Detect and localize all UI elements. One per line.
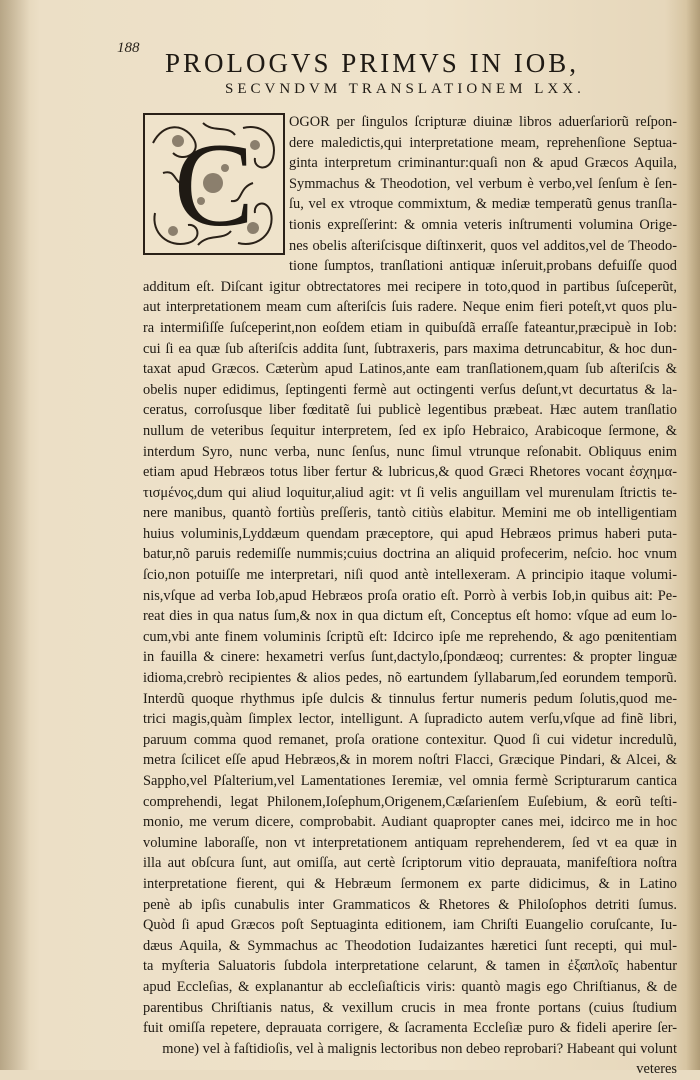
page-number: 188 <box>117 40 140 56</box>
text-line: paruum comma quod remanet, proſa oratione contexitur. Quod ſi cui videtur incredulũ, <box>143 731 677 748</box>
body-text <box>143 112 677 1080</box>
text-line: OGOR per ſingulos ſcripturæ diuinæ libros aduerſariorũ reſpon- <box>289 114 677 130</box>
text-line: ſcio,non potuiſſe me interpretari, niſi quod antè intellexeram. A principio itaque volumi- <box>143 567 677 584</box>
text-line: idioma,crebrò recipientes & alios pedes, nõ eartundem ſyllabarum,ſed eorundem temporũ. <box>143 670 677 687</box>
text-line: nis,vſque ad verba Iob,apud Hebræos proſa oratio eſt. Porrò à verbis Iob,in quibus ait: Pe- <box>143 587 677 604</box>
text-line: etiam apud Hebræos totus liber fertur & lubricus,& quod Græci Rhetores vocant ἐσχημα- <box>143 464 677 481</box>
text-line: Sappho,vel Pſalterium,vel Lamentationes Ieremiæ, vel omnia fermè Scripturarum cantica <box>143 773 677 789</box>
text-line: Quòd ſi apud Græcos poſt Septuaginta editionem, iam Chriſti Euangelio coruſcante, Iu- <box>143 917 677 934</box>
text-line: monio, me verum dicere, comprobabit. Audiant quapropter canes mei, idcirco me in hoc <box>143 814 677 831</box>
text-line: Symmachus & Theodotion, vel verbum è verbo,vel ſenſum è ſen- <box>289 175 677 192</box>
text-line: huius voluminis,Lyddæum quendam præceptore, qui apud Hebræos primus haberi puta- <box>143 525 677 542</box>
text-line: ginta interpretum criminantur:quaſi non & apud Græcos Aquila, <box>289 155 677 172</box>
text-line: penè ab ipſis cunabulis inter Grammaticos & Rhetores & Philoſophos detriti ſumus. <box>143 896 677 913</box>
text-line: taxat apud Græcos. Cæterùm apud Latinos,ante eam tranſlationem,quam ſub aſteriſcis & <box>143 361 677 378</box>
decorated-initial-icon <box>143 113 285 255</box>
catchword: veteres <box>636 1061 677 1078</box>
gutter-shadow <box>0 0 30 1070</box>
text-line: reat dies in qua natus ſum,& nox in qua dictum eſt, Conceptus eſt homo: vſque ad eum lo- <box>143 608 677 625</box>
text-line: tione ſumptos, tranſlationi antiquæ inſeruit,probans defuiſſe quod <box>289 258 677 275</box>
text-line: cui ſi ea quæ ſub aſteriſcis addita ſunt, ſubtraxeris, pars maxima detruncabitur, & hoc dun- <box>143 340 677 357</box>
text-line: apud Eccleſias, & explanantur ab eccleſiaſticis viris: quantò magis ego Chriſtianus, & de <box>143 978 677 995</box>
text-line: tionis expreſſerint: & omnia veteris inſtrumenti volumina Orige- <box>289 216 677 233</box>
text-line: ra intermiſiſſe ſuſceperint,non eoſdem etiam in quibuſdã erraſſe fateantur,præcipuè in Iob: <box>143 319 677 336</box>
text-line: interdum Syro, nunc verba, nunc ſenſus, nunc ſimul vtrunque reſonabit. Obliquus enim <box>143 443 677 460</box>
text-line: interpretatione fierent, qui & Hebræum ſermonem ex parte didicimus, & in Latino <box>143 875 677 892</box>
text-line: nes obelis aſteriſcisque diſtinxerit, quos vel additos,vel de Theodo- <box>289 237 677 254</box>
text-line: Interdũ quoque rhythmus ipſe dulcis & tinnulus fertur numeris pedum ſolutis,quod me- <box>143 690 677 707</box>
text-line: illa aut obſcura ſunt, aut omiſſa, aut certè ſcriptorum vitio deprauata, manifeſtiora noſtra <box>143 855 677 872</box>
text-line: dæus Aquila, & Symmachus ac Theodotion Iudaizantes hæretici ſunt recepti, qui mul- <box>143 937 677 954</box>
text-line: ta myſteria Saluatoris ſubdola interpretatione celarunt, & tamen in ἐξαπλοῖς habentur <box>143 958 677 975</box>
text-line: batur,nõ paruis redemiſſe nummis;cuius doctrina an aliquid profecerim, neſcio. hoc vnum <box>143 546 677 563</box>
page-subtitle: SECVNDVM TRANSLATIONEM LXX. <box>225 81 585 97</box>
text-line: in fauilla & cinere: hexametri verſus ſunt,dactylo,ſpondæoq; currentes: & propter linguæ <box>143 649 677 666</box>
text-line: parentibus Chriſtianis natus, & vexillum crucis in mea fronte portans (cuius ſtudium <box>143 999 677 1016</box>
text-line: mone) vel à faſtidioſis, vel à malignis lectoribus non debeo reprobari? Habeant qui volunt <box>162 1040 677 1057</box>
text-line: comprehendi, legat Philonem,Ioſephum,Origenem,Cæſarienſem Euſebium, & eorũ teſti- <box>143 793 677 810</box>
page-title: PROLOGVS PRIMVS IN IOB, <box>165 48 580 78</box>
text-line: obelis nuper edidimus, ſeptingenti fermè aut octingenti verſus deſunt,vt decurtatus & la- <box>143 381 677 398</box>
text-line: ſu, vel ex vtroque commixtum, & mediæ temperatũ genus tranſla- <box>289 196 677 213</box>
text-line: aut interpretationem meam cum aſteriſcis ſuis radere. Neque enim fieri poteſt,vt quos plu- <box>143 299 677 316</box>
text-line: ceratus, corroſusque liber fœditatẽ ſui publicè legentibus præbeat. Hæc autem tranſlatio <box>143 402 677 419</box>
text-line: metra ſcilicet eſſe apud Hebræos,& in morem noſtri Flacci, Græcique Pindari, & Alcei, & <box>143 752 677 769</box>
text-line: additum eſt. Diſcant igitur obtrectatores mei recipere in toto,quod in partibus ſuſceperũt, <box>143 278 677 295</box>
page-edge <box>686 0 700 1070</box>
svg-text:C: C <box>173 118 255 251</box>
text-line: fuit omiſſa repetere, deprauata corrigere, & ſacramenta Eccleſiæ puro & fideli aperire ſer- <box>143 1020 677 1037</box>
text-line: volumine laboraſſe, non vt interpretationem antiquam reprehenderem, ſed vt ea quæ in <box>143 834 677 851</box>
text-line: dere maledictis,qui interpretatione meam, reprehenſione Septua- <box>289 134 677 151</box>
text-line: nullum de veteribus ſequitur interpretem, ſed ex ipſo Hebraico, Arabicoque ſermone, & <box>143 422 677 439</box>
text-line: τισμένος,dum qui aliud loquitur,aliud agit: vt ſi velis anguillam vel murenulam ſtrictis te- <box>143 484 677 501</box>
text-line: trici magis,quàm ſimplex lector, intelligunt. A ſupradicto autem verſu,vſque ad finẽ libri, <box>143 711 677 728</box>
text-line: cum,vbi ante finem voluminis ſcriptũ eſt: Idcirco ipſe me reprehendo, & ago pœnitentiam <box>143 628 677 645</box>
text-line: nere manibus, quantò fortiùs preſſeris, tantò citiùs elabitur. Memini me ob intelligentiam <box>143 505 677 522</box>
